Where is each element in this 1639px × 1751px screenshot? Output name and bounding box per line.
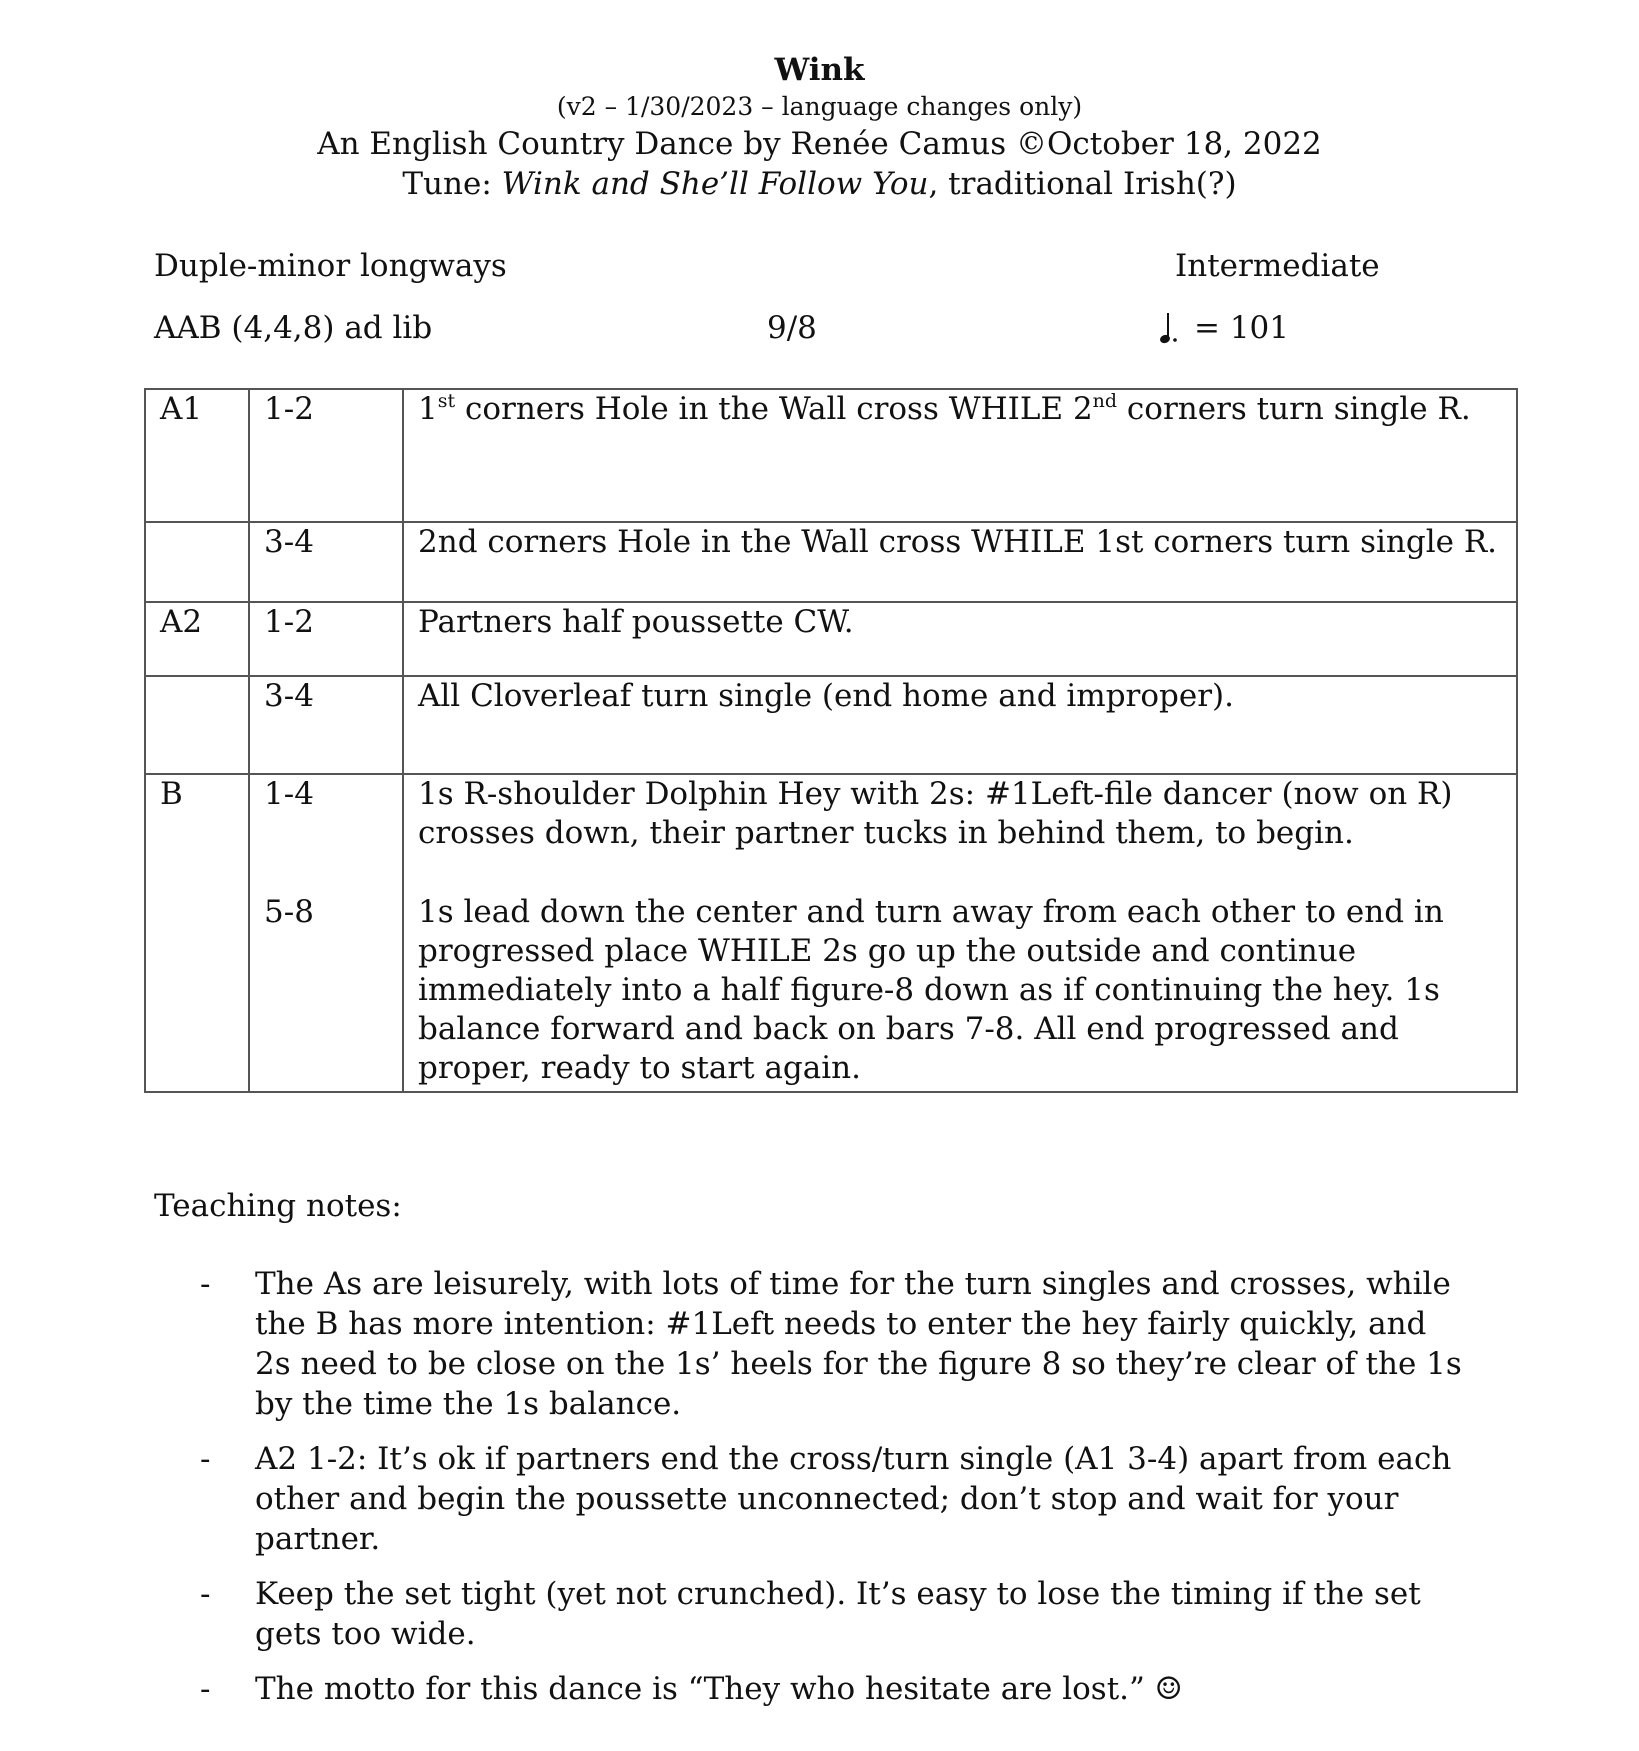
time-signature: 9/8 <box>767 310 817 346</box>
part-cell: B <box>145 774 249 1092</box>
figure-text: 1 <box>418 391 438 427</box>
bullet-dash: - <box>200 1266 211 1302</box>
tempo-value: = 101 <box>1194 310 1289 346</box>
bars-cell: 3-4 <box>249 522 403 602</box>
figure-cell: 2nd corners Hole in the Wall cross WHILE 1st corners turn single R. <box>403 522 1517 602</box>
note-text: Keep the set tight (yet not crunched). It’s easy to lose the timing if the set gets too wide. <box>255 1576 1421 1652</box>
figure-cell: Partners half poussette CW. <box>403 602 1517 676</box>
tune-suffix: , traditional Irish(?) <box>928 166 1237 202</box>
figure-text: 1s R-shoulder Dolphin Hey with 2s: #1Left-file dancer (now on R) crosses down, their partner tucks in behind them, to begin. <box>418 776 1453 851</box>
difficulty-level: Intermediate <box>1175 248 1380 284</box>
teaching-notes-heading: Teaching notes: <box>154 1188 402 1224</box>
dance-figures-table <box>144 388 1518 1093</box>
part-cell <box>145 522 249 602</box>
bars-label: 5-8 <box>264 894 314 930</box>
dance-header <box>0 50 1639 204</box>
teaching-notes-list <box>200 1264 1470 1724</box>
list-item <box>200 1439 1470 1559</box>
note-text: The As are leisurely, with lots of time for the turn singles and crosses, while the B has more intention: #1Left needs to enter the hey fairly quickly, and 2s need to be close on the 1s’ heels for the figure 8 so they’re clear of the 1s by the time the 1s balance. <box>255 1266 1462 1422</box>
figure-cell: All Cloverleaf turn single (end home and improper). <box>403 676 1517 774</box>
tune-name: Wink and She’ll Follow You <box>501 166 929 202</box>
table-row <box>145 676 1517 774</box>
ordinal-suffix: st <box>437 390 456 412</box>
list-item <box>200 1669 1470 1709</box>
table-row <box>145 522 1517 602</box>
list-item <box>200 1264 1470 1424</box>
part-cell: A2 <box>145 602 249 676</box>
bullet-dash: - <box>200 1441 211 1477</box>
table-row <box>145 602 1517 676</box>
figure-text: corners Hole in the Wall cross WHILE 2 <box>455 391 1093 427</box>
dance-subtitle: An English Country Dance by Renée Camus ©October 18, 2022 <box>317 126 1322 162</box>
bars-cell: 3-4 <box>249 676 403 774</box>
dance-structure: AAB (4,4,8) ad lib <box>154 310 433 346</box>
figure-cell <box>403 389 1517 522</box>
bars-cell: 1-2 <box>249 389 403 522</box>
bars-label: 1-4 <box>264 776 314 812</box>
tune-line <box>0 164 1639 204</box>
figure-text: corners turn single R. <box>1117 391 1471 427</box>
bars-cell: 1-2 <box>249 602 403 676</box>
part-cell <box>145 676 249 774</box>
version-note: (v2 – 1/30/2023 – language changes only) <box>556 92 1083 121</box>
tune-prefix: Tune: <box>402 166 502 202</box>
table-row <box>145 774 1517 1092</box>
list-item <box>200 1574 1470 1654</box>
dance-title: Wink <box>774 52 865 88</box>
bullet-dash: - <box>200 1576 211 1612</box>
figure-text: 1s lead down the center and turn away from each other to end in progressed place WHILE 2s go up the outside and continue immediately into a half figure-8 down as if continuing the hey. 1s balance forward and back on bars 7-8. All end progressed and proper, ready to start again. <box>418 894 1444 1086</box>
ordinal-suffix: nd <box>1092 390 1118 412</box>
dotted-quarter-note-icon <box>1160 310 1180 346</box>
part-cell: A1 <box>145 389 249 522</box>
table-row <box>145 389 1517 522</box>
tempo <box>1160 308 1289 348</box>
bullet-dash: - <box>200 1671 211 1707</box>
figure-cell <box>403 774 1517 1092</box>
bars-cell <box>249 774 403 1092</box>
note-text: A2 1-2: It’s ok if partners end the cross/turn single (A1 3-4) apart from each other and begin the poussette unconnected; don’t stop and wait for your partner. <box>255 1441 1452 1557</box>
formation: Duple-minor longways <box>154 248 507 284</box>
note-text: The motto for this dance is “They who hesitate are lost.” ☺ <box>255 1671 1183 1707</box>
